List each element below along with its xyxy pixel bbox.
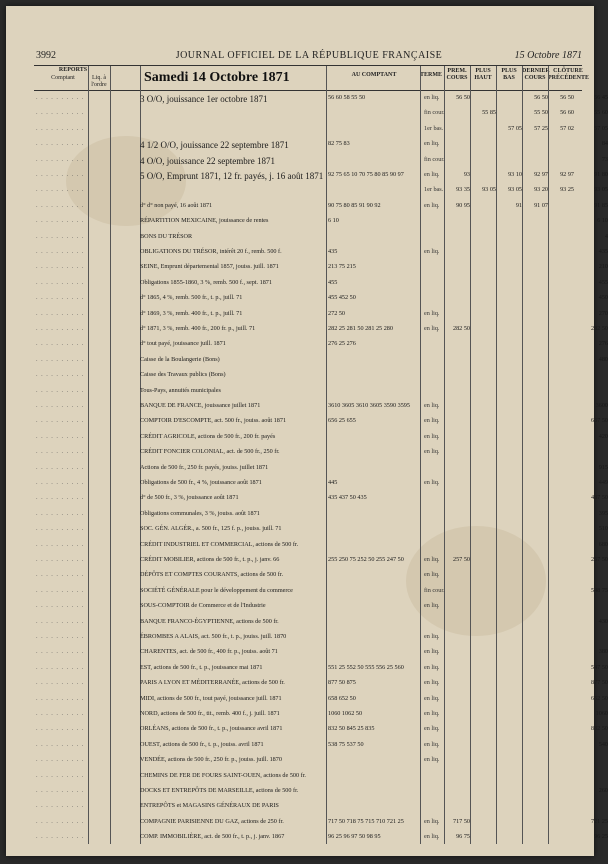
price-cell: 548 75 <box>590 586 608 594</box>
reports-leader: . . . . . . . . . . <box>36 648 85 656</box>
price-cell: 210 <box>598 263 608 271</box>
issue-date: 15 Octobre 1871 <box>514 50 582 61</box>
term-label: en liq. <box>424 633 440 640</box>
cash-prices: 1060 1062 50 <box>328 710 363 717</box>
price-cell: 547 50 <box>590 663 608 671</box>
reports-leader: . . . . . . . . . . <box>36 325 85 332</box>
table-row <box>36 217 608 227</box>
header-rule <box>34 65 582 66</box>
table-row <box>36 463 608 474</box>
security-label: BANQUE DE FRANCE, jouissance juillet 1871 <box>140 402 261 409</box>
table-row <box>36 663 608 674</box>
term-label: en liq. <box>424 740 440 748</box>
price-cell: 257 50 <box>452 556 470 563</box>
price-cell: 717 50 <box>452 817 470 825</box>
term-label: en liq. <box>424 756 440 764</box>
reports-leader: . . . . . . . . . . <box>36 94 85 101</box>
table-row <box>36 740 608 751</box>
table-row <box>36 355 608 366</box>
security-label: COMPAGNIE PARISIENNE DU GAZ, actions de 250 fr. <box>140 817 284 825</box>
table-row <box>36 109 608 119</box>
cash-prices: 92 75 65 10 70 75 80 85 90 97 <box>328 171 404 178</box>
table-row <box>36 494 608 504</box>
price-cell: 57 25 <box>534 124 548 132</box>
table-row <box>36 586 608 597</box>
price-cell: 270 <box>598 309 608 317</box>
reports-leader: . . . . . . . . . . <box>36 663 85 671</box>
reports-leader: . . . . . . . . . . <box>36 633 85 640</box>
price-cell: 257 50 <box>590 556 608 563</box>
reports-leader: . . . . . . . . . . <box>36 432 85 440</box>
price-cell: 276 <box>598 340 608 348</box>
term-label: en liq. <box>424 479 440 486</box>
cash-prices: 551 25 552 50 555 556 25 560 <box>328 663 404 671</box>
column-header-rule <box>34 90 582 91</box>
reports-leader: . . . . . . . . . . <box>36 694 85 702</box>
security-label: DOCKS ET ENTREPÔTS DE MARSEILLE, actions de 500 fr. <box>140 787 299 794</box>
security-label: CRÉDIT MOBILIER, actions de 500 fr., t. p., j. janv. 66 <box>140 556 280 563</box>
security-label: NORD, actions de 500 fr., tit., remb. 400 f., j. juill. 1871 <box>140 710 280 717</box>
table-row <box>36 140 608 151</box>
table-row <box>36 509 608 520</box>
security-label: 3 O/O, jouissance 1er octobre 1871 <box>140 94 268 104</box>
table-row <box>36 772 580 782</box>
term-label: en liq. <box>424 710 440 717</box>
reports-leader: . . . . . . . . . . <box>36 294 85 302</box>
journal-title: JOURNAL OFFICIEL DE LA RÉPUBLIQUE FRANÇAISE <box>175 50 443 61</box>
price-cell: 93 35 <box>456 186 470 194</box>
col-comptant: Comptant <box>51 75 75 81</box>
col-liq: Liq. à l'ordre <box>91 75 107 88</box>
table-row <box>36 694 608 705</box>
term-label: en liq. <box>424 602 440 610</box>
reports-leader: . . . . . . . . . . <box>36 571 85 579</box>
security-label: CRÉDIT AGRICOLE, actions de 500 fr., 200 fr. payés <box>140 432 276 440</box>
price-cell: 96 25 <box>594 833 608 841</box>
reports-leader: . . . . . . . . . . <box>36 833 85 841</box>
table-row <box>36 171 608 181</box>
reports-leader: . . . . . . . . . . <box>36 124 85 132</box>
reports-leader: . . . . . . . . . . <box>36 740 85 748</box>
price-cell: 90 95 <box>456 201 470 209</box>
cash-prices: 255 250 75 252 50 255 247 50 <box>328 556 404 563</box>
reports-leader: . . . . . . . . . . <box>36 371 85 379</box>
col-terme: TERME <box>420 72 443 78</box>
price-cell: 437 50 <box>590 494 608 502</box>
cash-prices: 445 <box>328 479 338 486</box>
price-cell: 92 97 <box>560 171 574 178</box>
col-plus-bas: PLUS BAS <box>501 68 517 81</box>
price-cell: 96 75 <box>456 833 470 841</box>
security-label: SOUS-COMPTOIR de Commerce et de l'Industrie <box>140 602 266 610</box>
price-cell: 93 <box>463 171 470 178</box>
reports-leader: . . . . . . . . . . <box>36 386 85 394</box>
reports-leader: . . . . . . . . . . <box>36 463 85 471</box>
reports-leader: . . . . . . . . . . <box>36 417 85 425</box>
col-prem-cours: PREM. COURS <box>446 68 468 81</box>
table-row <box>36 556 608 566</box>
price-cell: 91 <box>515 201 522 209</box>
price-cell: 93 05 <box>508 186 522 194</box>
table-row <box>36 155 608 166</box>
security-label: SOCIÉTÉ GÉNÉRALE pour le développement du commerce <box>140 586 293 594</box>
reports-leader: . . . . . . . . . . <box>36 617 85 625</box>
price-cell: 55 85 <box>482 109 496 117</box>
reports-leader: . . . . . . . . . . <box>36 756 85 764</box>
table-row <box>36 833 608 843</box>
price-cell: 93 05 <box>482 186 496 194</box>
security-label: d° 1869, 3 %, remb. 400 fr., t. p., juill. 71 <box>140 309 243 317</box>
cash-prices: 276 25 276 <box>328 340 356 348</box>
table-row <box>36 294 608 304</box>
security-label: 5 O/O, Emprunt 1871, 12 fr. payés, j. 16 août 1871 <box>140 171 324 181</box>
security-label: RÉPARTITION MEXICAINE, jouissance de rentes <box>140 217 269 225</box>
price-cell: 55 50 <box>534 109 548 117</box>
col-cloture: CLÔTURE PRÉCÉDENTE <box>548 68 590 81</box>
price-cell: 540 <box>598 740 608 748</box>
term-label: en liq. <box>424 448 440 456</box>
term-label: en liq. <box>424 140 440 148</box>
cash-prices: 282 25 281 50 281 25 280 <box>328 325 393 332</box>
security-label: SEINE, Emprunt départemental 1857, jouiss. juill. 1871 <box>140 263 279 271</box>
term-label: en liq. <box>424 817 440 825</box>
security-label: d° de 500 fr., 3 %, jouissance août 1871 <box>140 494 239 502</box>
reports-leader: . . . . . . . . . . <box>36 494 85 502</box>
table-row <box>36 278 608 289</box>
term-label: en liq. <box>424 309 440 317</box>
col-dernier-cours: DERNIER COURS <box>522 68 550 81</box>
reports-leader: . . . . . . . . . . <box>36 556 85 563</box>
security-label: Obligations de 500 fr., 4 %, jouissance août 1871 <box>140 479 262 486</box>
security-label: EST, actions de 500 fr., t. p., jouissance mai 1871 <box>140 663 263 671</box>
price-cell: 480 <box>598 355 608 363</box>
security-label: Caisse de la Boulangerie (Bons) <box>140 355 220 363</box>
price-cell: 430 <box>598 617 608 625</box>
term-label: en liq. <box>424 171 440 178</box>
reports-leader: . . . . . . . . . . <box>36 217 85 225</box>
table-row <box>36 648 608 658</box>
cash-prices: 6 10 <box>328 217 339 225</box>
price-cell: 1060 <box>595 710 608 717</box>
security-label: d° 1865, 4 %, remb. 500 fr., t. p., juill. 71 <box>140 294 243 302</box>
table-row <box>36 387 580 397</box>
reports-leader: . . . . . . . . . . <box>36 340 85 348</box>
price-cell: 93 25 <box>560 186 574 194</box>
cash-prices: 877 50 875 <box>328 679 356 687</box>
term-label: en liq. <box>424 201 440 209</box>
reports-leader: . . . . . . . . . . <box>36 109 85 117</box>
table-row <box>36 756 580 766</box>
price-cell: 282 50 <box>590 325 608 332</box>
table-row <box>36 340 608 350</box>
term-label: fin cour. <box>424 109 445 117</box>
cash-prices: 82 75 83 <box>328 140 350 148</box>
cash-prices: 656 25 655 <box>328 417 356 425</box>
reports-leader: . . . . . . . . . . <box>36 479 85 486</box>
reports-leader: . . . . . . . . . . <box>36 278 85 286</box>
cash-prices: 56 60 58 55 50 <box>328 94 366 101</box>
cash-prices: 538 75 537 50 <box>328 740 364 748</box>
security-label: PARIS A LYON ET MÉDITERRANÉE, actions de 500 fr. <box>140 679 285 687</box>
term-label: 1er bas. <box>424 124 444 132</box>
reports-leader: . . . . . . . . . . <box>36 679 85 687</box>
security-label: 4 1/2 O/O, jouissance 22 septembre 1871 <box>140 140 289 151</box>
reports-leader: . . . . . . . . . . <box>36 232 85 240</box>
price-cell: 91 80 <box>594 171 608 178</box>
table-row <box>36 679 608 689</box>
reports-leader: . . . . . . . . . . <box>36 186 85 194</box>
price-cell: 57 05 <box>508 124 522 132</box>
security-label: Caisse des Travaux publics (Bons) <box>140 371 226 379</box>
security-label: OUEST, actions de 500 fr., t. p., jouiss. avril 1871 <box>140 740 264 748</box>
price-cell: 56 50 <box>534 94 548 101</box>
reports-leader: . . . . . . . . . . <box>36 263 85 271</box>
term-label: en liq. <box>424 325 440 332</box>
price-cell: 56 45 <box>594 94 608 101</box>
page-header <box>36 50 582 64</box>
price-cell: 260 <box>598 787 608 794</box>
table-row <box>36 448 580 458</box>
table-row <box>36 232 608 243</box>
price-cell: 6 10 <box>597 217 608 225</box>
term-label: en liq. <box>424 556 440 563</box>
term-label: en liq. <box>424 663 440 671</box>
table-row <box>36 725 608 735</box>
col-au-comptant: AU COMPTANT <box>351 72 397 78</box>
price-cell: 56 50 <box>560 94 574 101</box>
price-cell: 435 <box>598 248 608 255</box>
term-label: fin cour. <box>424 586 445 594</box>
table-row <box>36 525 608 535</box>
reports-leader: . . . . . . . . . . <box>36 448 85 456</box>
table-row <box>36 540 608 551</box>
reports-leader: . . . . . . . . . . <box>36 787 85 794</box>
term-label: en liq. <box>424 417 440 425</box>
price-cell: 57 02 <box>560 124 574 132</box>
reports-leader: . . . . . . . . . . <box>36 725 85 733</box>
price-cell: 420 <box>598 432 608 440</box>
security-label: BANQUE FRANCO-ÉGYPTIENNE, actions de 500 fr. <box>140 617 279 625</box>
table-row <box>36 617 608 628</box>
cash-prices: 96 25 96 97 50 98 95 <box>328 833 381 841</box>
price-cell: 93 05 <box>594 186 608 194</box>
term-label: fin cour. <box>424 155 445 163</box>
price-cell: 4 <box>604 232 608 240</box>
cash-prices: 658 652 50 <box>328 694 356 702</box>
price-cell: 395 <box>598 509 608 517</box>
security-label: SOC. GÉN. ALGÉR., a. 500 fr., 125 f. p., jouiss. juill. 71 <box>140 525 282 533</box>
price-cell: 721 25 <box>590 817 608 825</box>
price-cell: 380 <box>598 648 608 656</box>
reports-leader: . . . . . . . . . . <box>36 710 85 717</box>
security-label: OBLIGATIONS DU TRÉSOR, intérêt 20 f., remb. 500 f. <box>140 248 282 255</box>
page-number: 3992 <box>36 50 56 61</box>
price-cell: 56 60 <box>560 109 574 117</box>
reports-leader: . . . . . . . . . . <box>36 509 85 517</box>
reports-leader: . . . . . . . . . . <box>36 802 85 810</box>
security-label: ÉBROMBES A ALAIS, act. 500 fr., t. p., jouiss. juill. 1870 <box>140 633 287 640</box>
reports-leader: . . . . . . . . . . <box>36 355 85 363</box>
price-cell: 93 10 <box>508 171 522 178</box>
cash-prices: 832 50 845 25 835 <box>328 725 375 733</box>
term-label: en liq. <box>424 833 440 841</box>
security-label: CRÉDIT FONCIER COLONIAL, act. de 500 fr., 250 fr. <box>140 448 280 456</box>
price-cell: 449 <box>598 479 608 486</box>
table-row <box>36 479 608 489</box>
security-label: ENTREPÔTS et MAGASINS GÉNÉRAUX DE PARIS <box>140 802 279 810</box>
term-label: en liq. <box>424 648 440 656</box>
price-cell: 92 97 <box>534 171 548 178</box>
reports-leader: . . . . . . . . . . <box>36 309 85 317</box>
price-cell: 657 50 <box>590 417 608 425</box>
cash-prices: 435 <box>328 248 338 255</box>
security-label: Actions de 500 fr., 250 fr. payés, jouiss. juillet 1871 <box>140 463 269 471</box>
price-cell: 877 50 <box>590 679 608 687</box>
security-label: ORLÉANS, actions de 500 fr., t. p., jouissance avril 1871 <box>140 725 283 733</box>
price-cell: 55 60 <box>594 109 608 117</box>
term-label: 1er bas. <box>424 186 444 194</box>
price-cell: 91 85 <box>594 201 608 209</box>
cash-prices: 3610 3605 3610 3605 3590 3595 <box>328 402 410 409</box>
reports-leader: . . . . . . . . . . <box>36 402 85 409</box>
reports-leader: . . . . . . . . . . <box>36 771 85 779</box>
table-row <box>36 94 608 104</box>
table-row <box>36 417 608 427</box>
term-label: en liq. <box>424 679 440 687</box>
security-label: CRÉDIT INDUSTRIEL ET COMMERCIAL, actions de 500 fr. <box>140 540 299 548</box>
cash-prices: 213 75 215 <box>328 263 356 271</box>
security-label: d° d° non payé, 16 août 1871 <box>140 201 213 209</box>
table-row <box>36 124 608 135</box>
table-row <box>36 402 608 412</box>
reports-leader: . . . . . . . . . . <box>36 155 85 163</box>
reports-leader: . . . . . . . . . . <box>36 586 85 594</box>
col-reports: REPORTS <box>58 67 88 73</box>
cash-prices: 90 75 80 85 91 90 92 <box>328 201 381 209</box>
security-label: CHEMINS DE FER DE FOURS SAINT-OUEN, actions de 500 fr. <box>140 771 306 779</box>
security-label: d° 1871, 3 %, remb. 400 fr., 200 fr. p., juill. 71 <box>140 325 256 332</box>
term-label: en liq. <box>424 694 440 702</box>
term-label: en liq. <box>424 571 440 579</box>
reports-leader: . . . . . . . . . . <box>36 248 85 255</box>
table-row <box>36 309 608 320</box>
table-row <box>36 248 608 258</box>
price-cell: 57 05 <box>594 124 608 132</box>
term-label: en liq. <box>424 402 440 409</box>
price-cell: 510 <box>598 525 608 533</box>
table-row <box>36 817 608 828</box>
security-label: CHARENTES, act. de 500 fr., 400 fr. p., jouiss. août 71 <box>140 648 278 656</box>
price-cell: 680 <box>598 540 608 548</box>
price-cell: 282 50 <box>452 325 470 332</box>
price-cell: 455 <box>598 278 608 286</box>
table-row <box>36 325 608 335</box>
reports-leader: . . . . . . . . . . <box>36 171 85 178</box>
reports-leader: . . . . . . . . . . <box>36 525 85 533</box>
term-label: en liq. <box>424 94 440 101</box>
table-row <box>36 571 580 581</box>
table-row <box>36 432 608 443</box>
reports-leader: . . . . . . . . . . <box>36 602 85 610</box>
security-label: DÉPÔTS ET COMPTES COURANTS, actions de 500 fr. <box>140 571 284 579</box>
security-label: Obligations communales, 3 %, jouiss. août 1871 <box>140 509 260 517</box>
day-title: Samedi 14 Octobre 1871 <box>144 70 290 85</box>
reports-leader: . . . . . . . . . . <box>36 140 85 148</box>
cash-prices: 455 452 50 <box>328 294 356 302</box>
cash-prices: 455 <box>328 278 338 286</box>
table-row <box>36 787 608 797</box>
cash-prices: 272 50 <box>328 309 346 317</box>
table-row <box>36 633 580 643</box>
table-row <box>36 263 608 273</box>
security-label: Tous-Pays, annuités municipales <box>140 386 221 394</box>
price-cell: 652 50 <box>590 694 608 702</box>
table-row <box>36 186 608 196</box>
table-row <box>36 710 608 720</box>
cash-prices: 717 50 718 75 715 710 721 25 <box>328 817 404 825</box>
security-label: 4 O/O, jouissance 22 septembre 1871 <box>140 155 275 166</box>
col-plus-haut: PLUS HAUT <box>474 68 492 81</box>
price-cell: 73 <box>601 155 608 163</box>
security-label: COMP. IMMOBILIÈRE, act. de 500 fr., t. p., j. janv. 1867 <box>140 833 285 841</box>
security-label: COMPTOIR D'ESCOMPTE, act. 500 fr., jouiss. août 1871 <box>140 417 287 425</box>
price-cell: 3600 <box>595 402 608 409</box>
security-label: d° tout payé, jouissance juill. 1871 <box>140 340 226 348</box>
security-label: VENDÉE, actions de 500 fr., 250 fr. p., jouiss. juill. 1870 <box>140 756 282 764</box>
table-row <box>36 602 580 612</box>
security-label: Obligations 1855-1860, 3 %, remb. 500 f., sept. 1871 <box>140 278 272 286</box>
price-cell: 915 <box>598 463 608 471</box>
term-label: en liq. <box>424 725 440 733</box>
price-cell: 93 20 <box>534 186 548 194</box>
table-row <box>36 802 580 812</box>
cash-prices: 435 437 50 435 <box>328 494 367 502</box>
security-label: MIDI, actions de 500 fr., tout payé, jouissance juill. 1871 <box>140 694 282 702</box>
table-row <box>36 201 608 212</box>
price-cell: 450 <box>598 294 608 302</box>
price-cell: 91 07 <box>534 201 548 209</box>
newspaper-page <box>6 6 608 856</box>
term-label: en liq. <box>424 248 440 255</box>
term-label: en liq. <box>424 432 440 440</box>
reports-leader: . . . . . . . . . . <box>36 817 85 825</box>
reports-leader: . . . . . . . . . . <box>36 540 85 548</box>
price-cell: 56 50 <box>456 94 470 101</box>
security-label: BONS DU TRÉSOR <box>140 232 193 240</box>
price-cell: 832 50 <box>590 725 608 733</box>
reports-leader: . . . . . . . . . . <box>36 201 85 209</box>
table-row <box>36 371 580 381</box>
price-cell: 84 <box>601 140 608 148</box>
